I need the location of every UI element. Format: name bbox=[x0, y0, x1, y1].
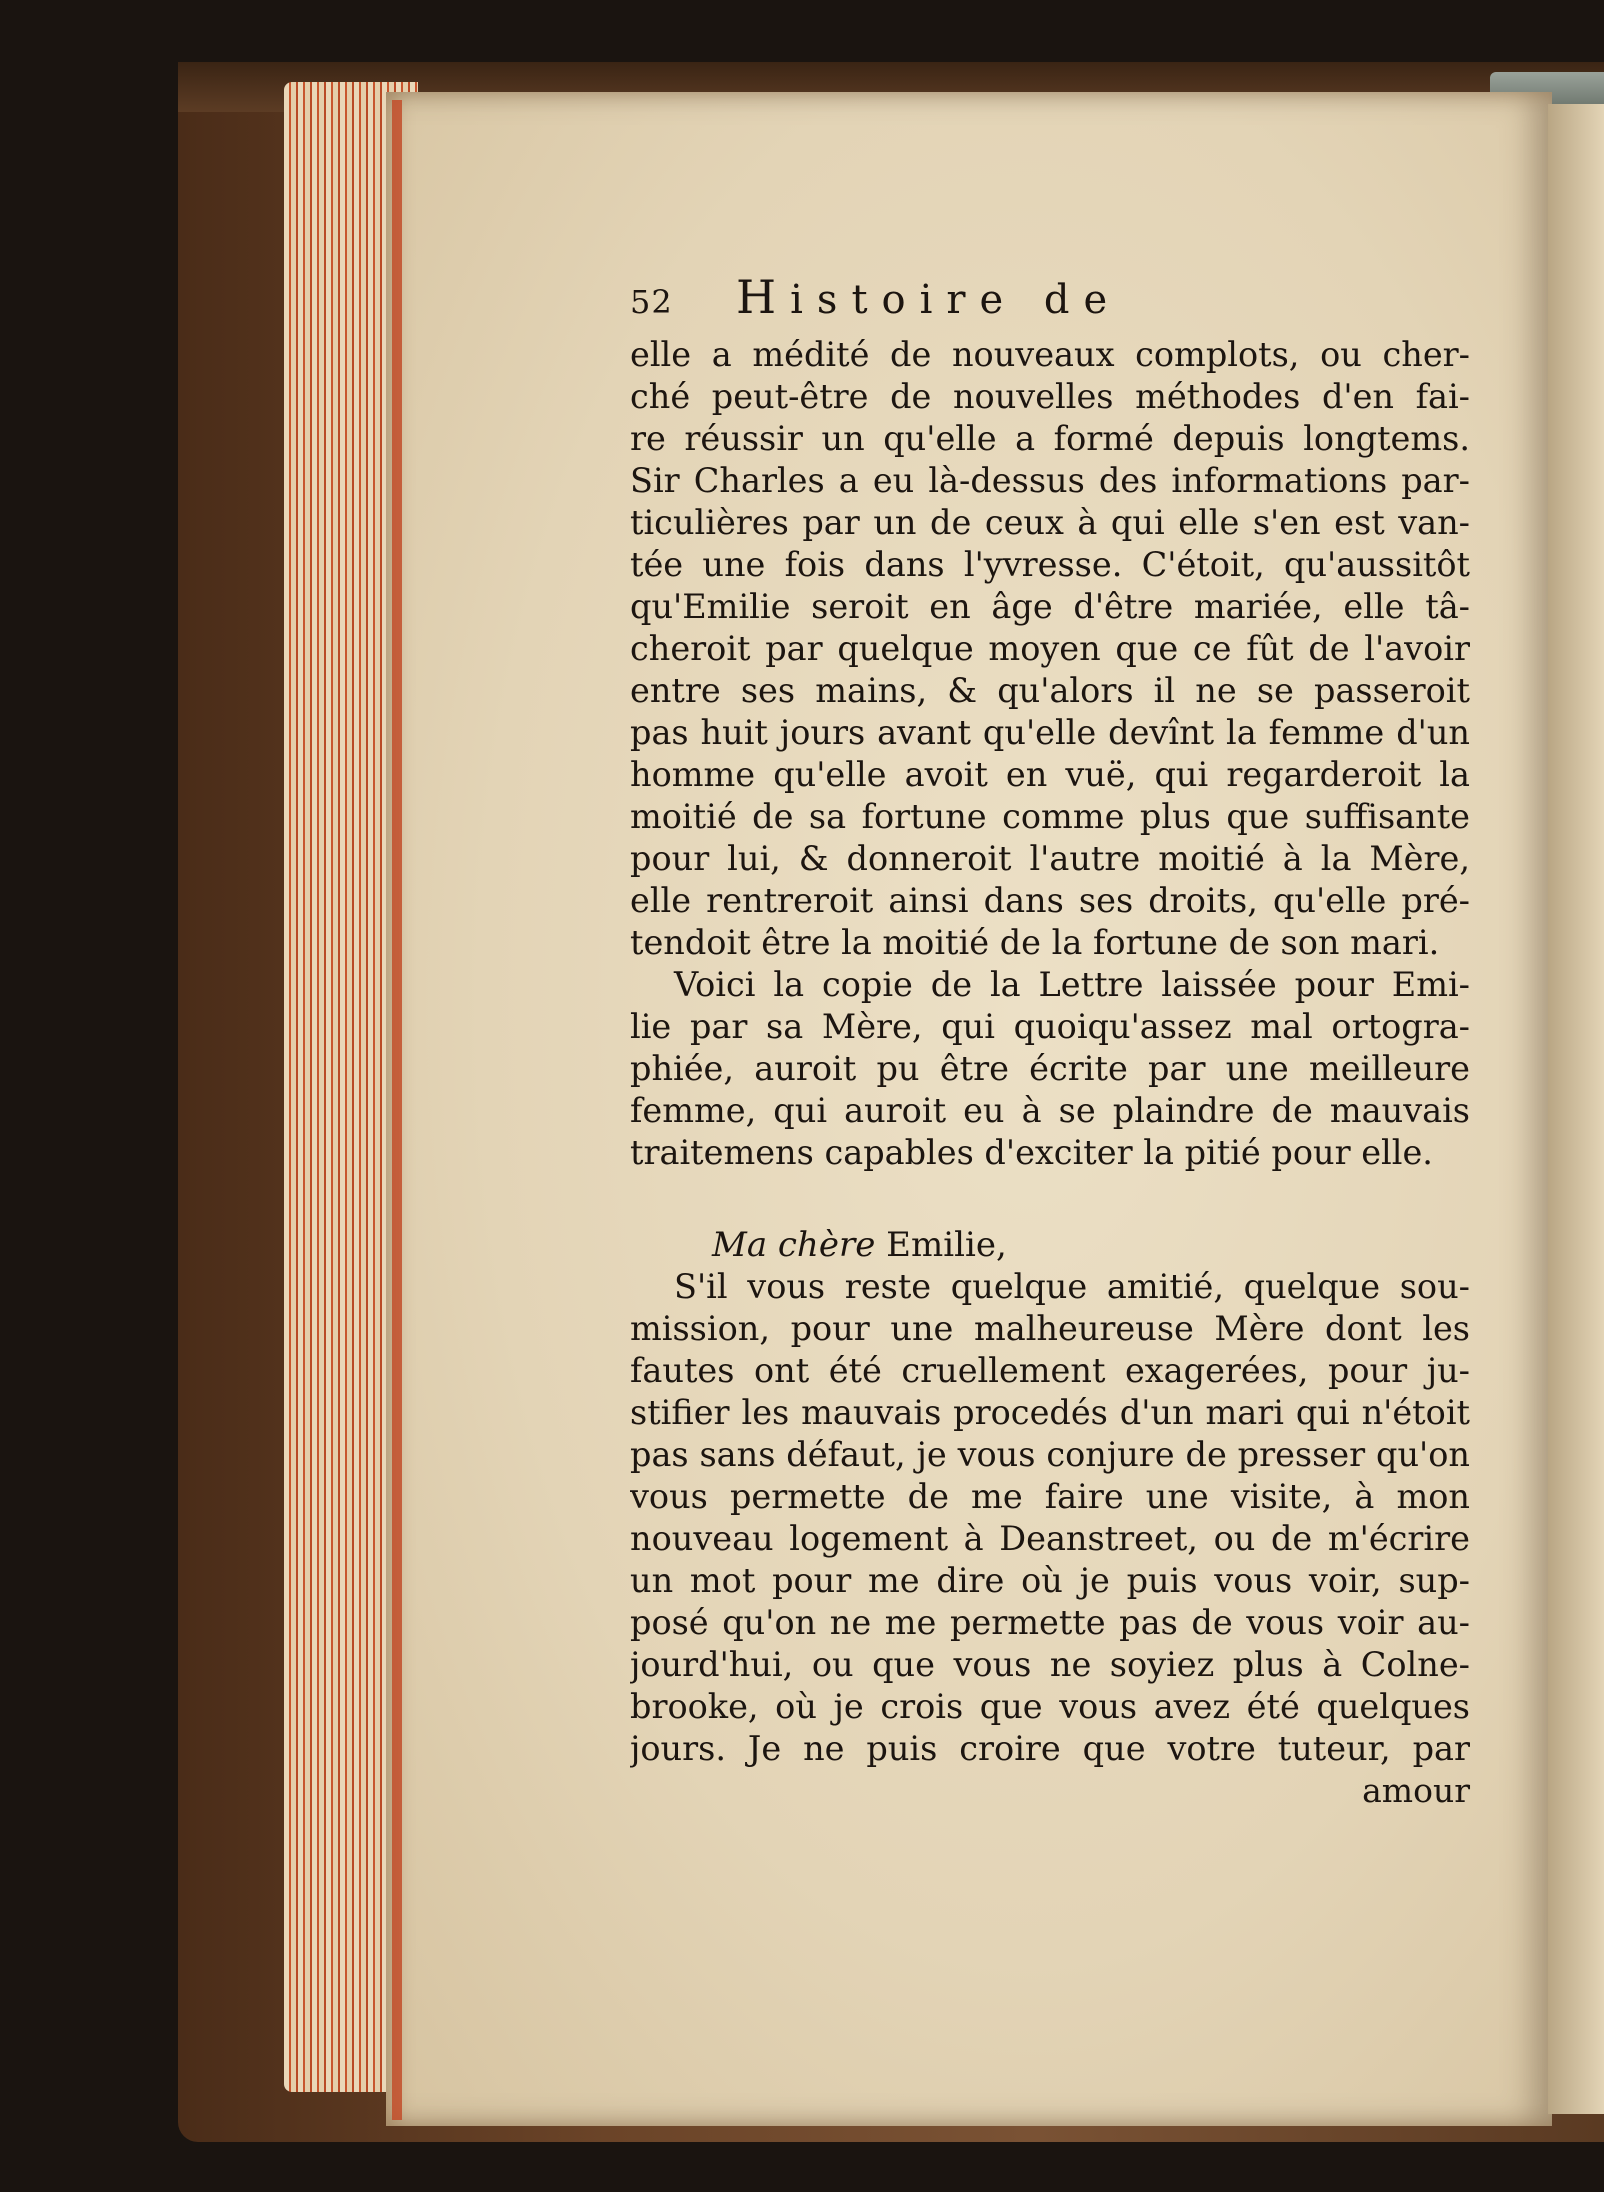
page-red-edge bbox=[392, 100, 402, 2120]
text-line: cheroit par quelque moyen que ce fût de l'avoir bbox=[630, 629, 1470, 668]
page-number: 52 bbox=[630, 283, 673, 321]
letter-body bbox=[630, 1266, 1470, 1770]
text-line: ché peut-être de nouvelles méthodes d'en fai- bbox=[630, 377, 1470, 416]
section-gap bbox=[630, 1174, 1470, 1224]
text-line: un mot pour me dire où je puis vous voir, sup- bbox=[630, 1561, 1470, 1600]
letter-salutation bbox=[630, 1224, 1470, 1266]
text-line: brooke, où je crois que vous avez été quelques bbox=[630, 1687, 1470, 1726]
text-line: moitié de sa fortune comme plus que suffisante bbox=[630, 797, 1470, 836]
text-line: jourd'hui, ou que vous ne soyiez plus à Colne- bbox=[630, 1645, 1470, 1684]
text-line: pas huit jours avant qu'elle devînt la femme d'un bbox=[630, 713, 1470, 752]
text-line: homme qu'elle avoit en vuë, qui regarderoit la bbox=[630, 755, 1470, 794]
text-line: elle a médité de nouveaux complots, ou cher- bbox=[630, 335, 1470, 374]
salutation-name: Emilie, bbox=[886, 1225, 1007, 1265]
running-head bbox=[630, 270, 1470, 334]
text-line: fautes ont été cruellement exagerées, pour ju- bbox=[630, 1351, 1470, 1390]
text-line: qu'Emilie seroit en âge d'être mariée, elle tâ- bbox=[630, 587, 1470, 626]
text-line: vous permette de me faire une visite, à mon bbox=[630, 1477, 1470, 1516]
text-line: traitemens capables d'exciter la pitié pour elle. bbox=[630, 1133, 1433, 1172]
text-line: entre ses mains, & qu'alors il ne se passeroit bbox=[630, 671, 1470, 710]
text-line: femme, qui auroit eu à se plaindre de mauvais bbox=[630, 1091, 1470, 1130]
text-line: Sir Charles a eu là-dessus des informations par- bbox=[630, 461, 1470, 500]
text-line: tendoit être la moitié de la fortune de son mari. bbox=[630, 923, 1440, 962]
text-block bbox=[630, 270, 1470, 1812]
paragraph-1 bbox=[630, 334, 1470, 964]
salutation-italic: Ma chère bbox=[712, 1225, 876, 1265]
text-line: stifier les mauvais procedés d'un mari qui n'étoit bbox=[630, 1393, 1470, 1432]
text-line: phiée, auroit pu être écrite par une meilleure bbox=[630, 1049, 1470, 1088]
text-line: jours. Je ne puis croire que votre tuteur, par bbox=[630, 1729, 1470, 1768]
text-line: lie par sa Mère, qui quoiqu'assez mal ortogra- bbox=[630, 1007, 1470, 1046]
text-line: re réussir un qu'elle a formé depuis longtems. bbox=[630, 419, 1470, 458]
text-line: pas sans défaut, je vous conjure de presser qu'on bbox=[630, 1435, 1470, 1474]
text-line: pour lui, & donneroit l'autre moitié à la Mère, bbox=[630, 839, 1470, 878]
text-line: mission, pour une malheureuse Mère dont les bbox=[630, 1309, 1470, 1348]
text-line: tée une fois dans l'yvresse. C'étoit, qu'aussitôt bbox=[630, 545, 1470, 584]
paragraph-2 bbox=[630, 964, 1470, 1174]
text-line: ticulières par un de ceux à qui elle s'en est van- bbox=[630, 503, 1470, 542]
text-line: elle rentreroit ainsi dans ses droits, qu'elle pré- bbox=[630, 881, 1470, 920]
text-line: nouveau logement à Deanstreet, ou de m'écrire bbox=[630, 1519, 1470, 1558]
facing-page-edge bbox=[1548, 104, 1604, 2114]
text-line: Voici la copie de la Lettre laissée pour Emi- bbox=[674, 965, 1470, 1004]
catchword: amour bbox=[1362, 1771, 1470, 1810]
text-line: posé qu'on ne me permette pas de vous voir au- bbox=[630, 1603, 1470, 1642]
running-head-title: Histoire de bbox=[736, 270, 1122, 324]
text-line: S'il vous reste quelque amitié, quelque sou- bbox=[674, 1267, 1470, 1306]
